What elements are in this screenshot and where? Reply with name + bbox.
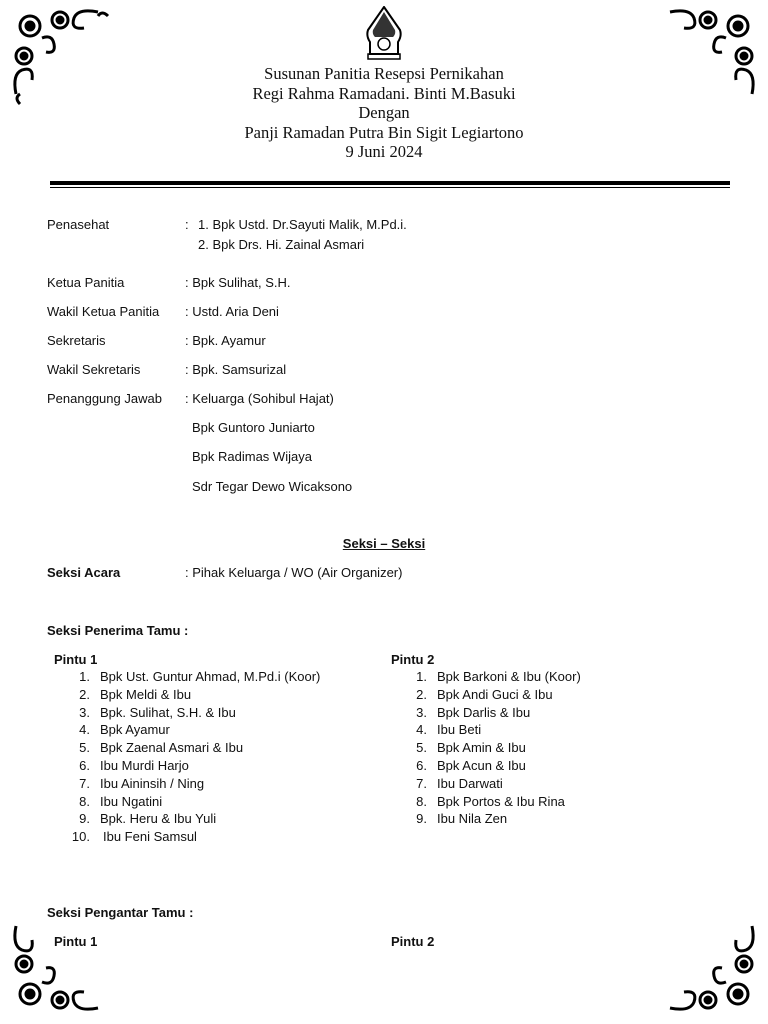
list-number: 8.	[79, 793, 90, 809]
penasehat-label: Penasehat	[47, 217, 110, 232]
officer-label: Penanggung Jawab	[47, 391, 162, 406]
list-text: Bpk Acun & Ibu	[437, 757, 526, 773]
title-line-2: Regi Rahma Ramadani. Binti M.Basuki	[252, 83, 516, 103]
list-number: 3.	[416, 704, 427, 720]
list-text: Bpk Ayamur	[100, 722, 170, 738]
list-text: Ibu Ngatini	[100, 793, 163, 809]
list-text: Bpk. Sulihat, S.H. & Ibu	[100, 704, 236, 720]
list-text: Bpk Portos & Ibu Rina	[437, 793, 565, 809]
penanggung-jawab-member: Bpk Guntoro Juniarto	[192, 420, 315, 435]
list-text: Bpk Ust. Guntur Ahmad, M.Pd.i (Koor)	[100, 669, 321, 684]
officer-label: Ketua Panitia	[47, 275, 125, 290]
list-number: 7.	[416, 775, 427, 791]
officer-label: Sekretaris	[47, 333, 106, 348]
list-number: 10.	[71, 829, 90, 845]
list-text: Ibu Darwati	[437, 775, 503, 791]
seksi-acara-label: Seksi Acara	[47, 565, 121, 580]
list-number: 6.	[79, 757, 90, 773]
list-number: 1.	[79, 669, 90, 684]
list-text: Bpk Barkoni & Ibu (Koor)	[437, 669, 581, 684]
seksi-heading: Seksi – Seksi	[342, 536, 426, 551]
list-number: 4.	[416, 722, 427, 738]
list-number: 5.	[79, 740, 90, 756]
officer-label: Wakil Ketua Panitia	[47, 304, 160, 319]
pintu-1-title: Pintu 1	[54, 652, 98, 667]
list-number: 3.	[79, 704, 90, 720]
list-text: Bpk Darlis & Ibu	[437, 704, 531, 720]
pengantar-tamu-heading: Seksi Pengantar Tamu :	[47, 905, 194, 920]
list-number: 9.	[416, 811, 427, 827]
title-line-1: Susunan Panitia Resepsi Pernikahan	[264, 64, 504, 83]
title-line-3: Dengan	[358, 103, 410, 122]
list-text: Ibu Beti	[437, 722, 482, 738]
list-number: 9.	[79, 811, 90, 827]
list-number: 4.	[79, 722, 90, 738]
penasehat-colon: :	[185, 217, 189, 232]
divider-thin	[50, 187, 730, 188]
list-number: 7.	[79, 775, 90, 791]
pintu-2-title: Pintu 2	[391, 652, 435, 667]
title-line-5: 9 Juni 2024	[345, 142, 423, 161]
officer-value: : Bpk. Samsurizal	[185, 362, 287, 377]
pengantar-pintu-2-title: Pintu 2	[391, 934, 435, 949]
corner-ornament-icon	[650, 906, 760, 1016]
penasehat-item-1: 1. Bpk Ustd. Dr.Sayuti Malik, M.Pd.i.	[198, 217, 407, 232]
list-text: Ibu Nila Zen	[437, 811, 508, 827]
pengantar-pintu-1-title: Pintu 1	[54, 934, 98, 949]
list-text: Bpk Meldi & Ibu	[100, 686, 192, 702]
penanggung-jawab-member: Sdr Tegar Dewo Wicaksono	[192, 479, 353, 494]
title-line-4: Panji Ramadan Putra Bin Sigit Legiartono	[244, 122, 524, 142]
penasehat-item-2: 2. Bpk Drs. Hi. Zainal Asmari	[198, 237, 365, 252]
list-text: Bpk Amin & Ibu	[437, 740, 526, 756]
list-text: Ibu Aininsih / Ning	[100, 775, 205, 791]
penanggung-jawab-member: Bpk Radimas Wijaya	[192, 449, 312, 464]
list-number: 8.	[416, 793, 427, 809]
list-number: 6.	[416, 757, 427, 773]
officer-value: : Keluarga (Sohibul Hajat)	[185, 391, 334, 406]
officer-value: : Bpk Sulihat, S.H.	[185, 275, 291, 290]
list-text: Ibu Murdi Harjo	[100, 757, 189, 773]
list-number: 2.	[416, 686, 427, 702]
officer-value: : Bpk. Ayamur	[185, 333, 266, 348]
gunungan-logo-icon	[364, 6, 404, 62]
list-text: Bpk Andi Guci & Ibu	[437, 686, 553, 702]
list-number: 1.	[416, 669, 427, 684]
corner-ornament-icon	[8, 906, 118, 1016]
officer-value: : Ustd. Aria Deni	[185, 304, 279, 319]
officer-label: Wakil Sekretaris	[47, 362, 141, 377]
seksi-acara-value: : Pihak Keluarga / WO (Air Organizer)	[185, 565, 403, 580]
divider-thick	[50, 181, 730, 185]
list-number: 2.	[79, 686, 90, 702]
list-text: Bpk. Heru & Ibu Yuli	[100, 811, 217, 827]
penerima-tamu-heading: Seksi Penerima Tamu :	[47, 623, 189, 638]
list-text: Ibu Feni Samsul	[103, 829, 197, 845]
list-text: Bpk Zaenal Asmari & Ibu	[100, 740, 244, 756]
document-title	[0, 64, 768, 162]
list-number: 5.	[416, 740, 427, 756]
